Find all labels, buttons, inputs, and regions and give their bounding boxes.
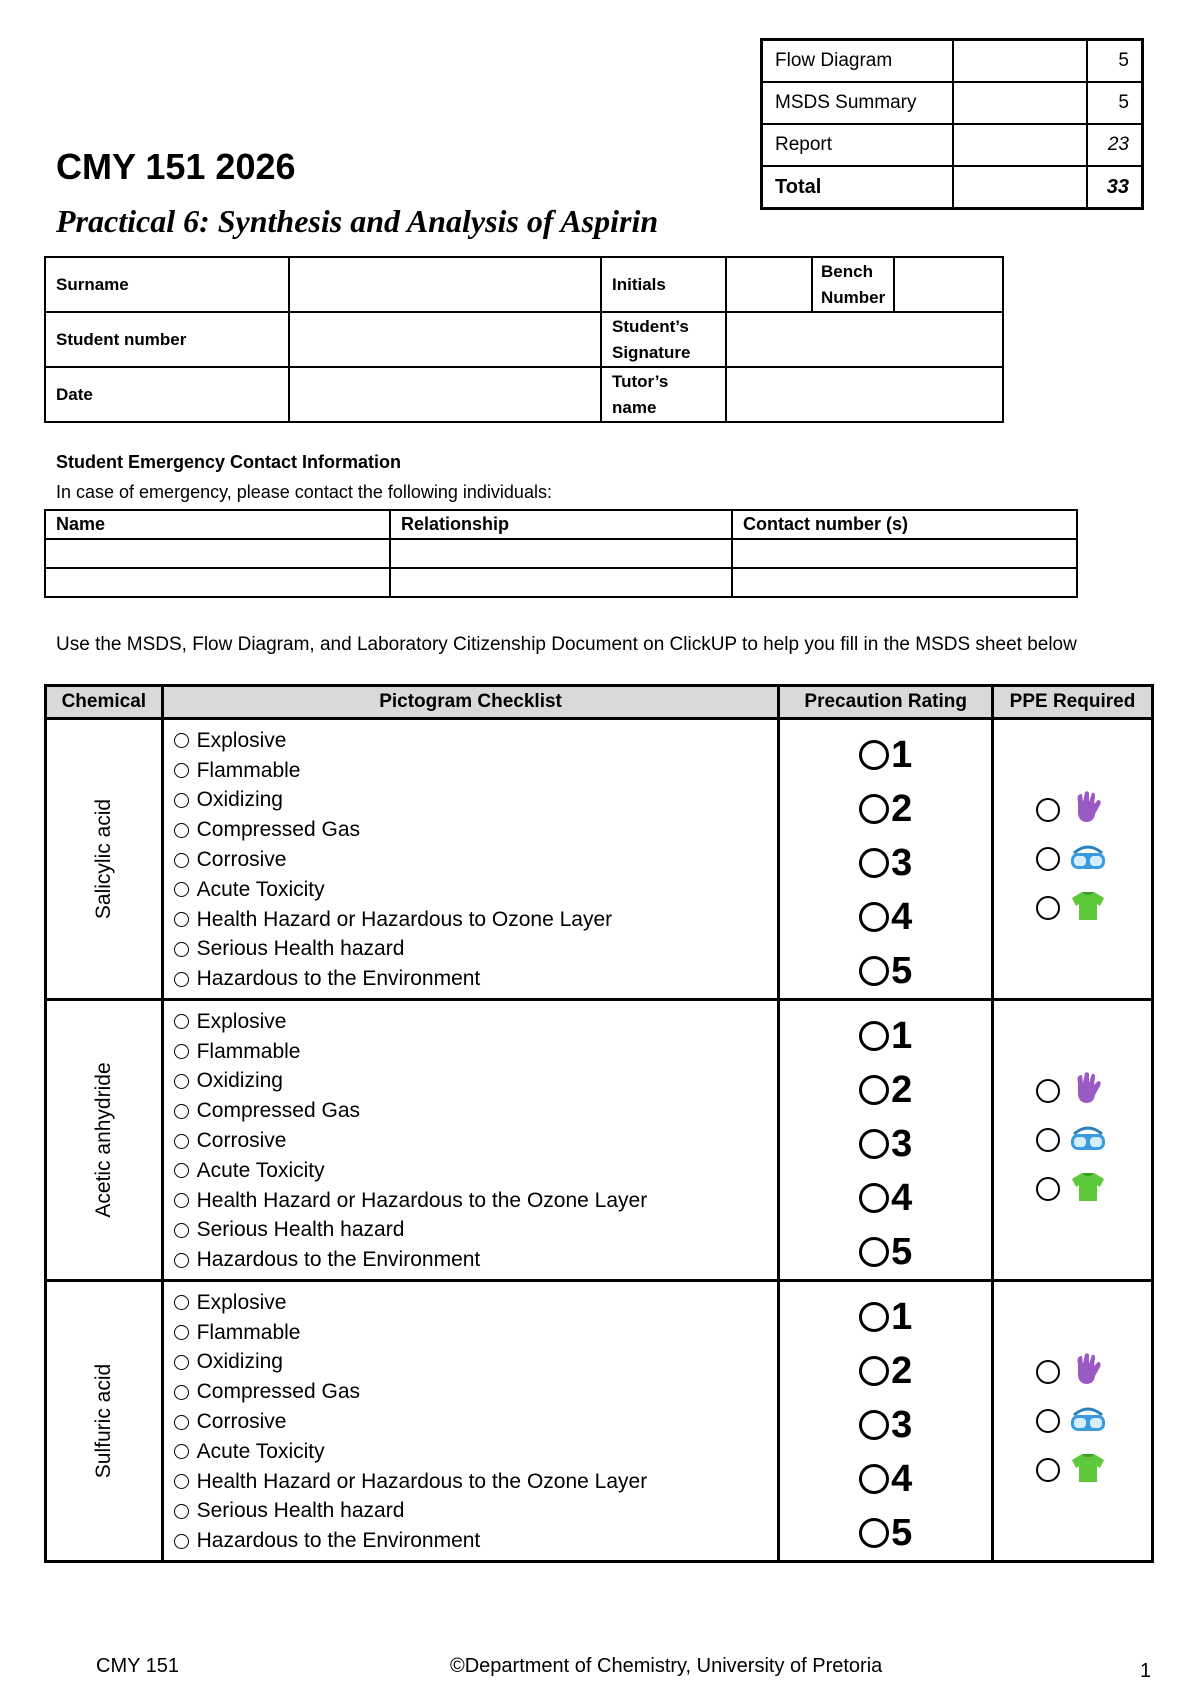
- rating-option[interactable]: [780, 728, 991, 782]
- glove-icon: [1068, 1350, 1108, 1395]
- glove-icon: [1068, 1069, 1108, 1114]
- ppe-option[interactable]: [994, 1116, 1151, 1165]
- pictogram-label: Compressed Gas: [196, 818, 361, 842]
- radio-icon[interactable]: [174, 1504, 189, 1519]
- pictogram-checklist: [162, 719, 779, 1000]
- pictogram-label: Acute Toxicity: [196, 877, 325, 901]
- pictogram-label: Health Hazard or Hazardous to Ozone Layer: [196, 907, 613, 931]
- radio-icon[interactable]: [174, 1253, 189, 1268]
- ppe-option[interactable]: [994, 1165, 1151, 1214]
- radio-icon[interactable]: [174, 1134, 189, 1149]
- score-points: 5: [1087, 82, 1143, 124]
- pictogram-label: Corrosive: [196, 1410, 287, 1434]
- radio-icon[interactable]: [1036, 847, 1060, 871]
- header-pictogram: Pictogram Checklist: [162, 686, 779, 719]
- pictogram-label: Flammable: [196, 758, 301, 782]
- pictogram-label: Explosive: [196, 728, 287, 752]
- pictogram-label: Oxidizing: [196, 788, 283, 812]
- score-row: [762, 82, 1143, 124]
- pictogram-option[interactable]: [174, 1007, 778, 1037]
- score-label: Report: [762, 124, 954, 166]
- score-row: [762, 40, 1143, 83]
- pictogram-option[interactable]: [174, 1096, 778, 1126]
- score-input-cell[interactable]: [953, 166, 1087, 209]
- rating-option[interactable]: [780, 1452, 991, 1506]
- pictogram-label: Compressed Gas: [196, 1099, 361, 1123]
- pictogram-label: Hazardous to the Environment: [196, 1248, 481, 1272]
- radio-icon[interactable]: [174, 1474, 189, 1489]
- radio-icon[interactable]: [859, 956, 889, 986]
- surname-label: Surname: [45, 257, 289, 312]
- radio-icon[interactable]: [174, 1534, 189, 1549]
- score-points: 33: [1087, 166, 1143, 209]
- tutor-name-label: Tutor’s name: [601, 367, 726, 422]
- pictogram-label: Oxidizing: [196, 1350, 283, 1374]
- rating-value: 4: [891, 1457, 913, 1500]
- radio-icon[interactable]: [174, 1074, 189, 1089]
- ppe-option[interactable]: [994, 1348, 1151, 1397]
- rating-value: 1: [891, 1295, 913, 1338]
- radio-icon[interactable]: [174, 1415, 189, 1430]
- rating-value: 3: [891, 841, 913, 884]
- pictogram-label: Hazardous to the Environment: [196, 1529, 481, 1553]
- pictogram-checklist: [162, 1000, 779, 1281]
- radio-icon[interactable]: [859, 740, 889, 770]
- pictogram-option[interactable]: [174, 845, 778, 875]
- pictogram-option[interactable]: [174, 1437, 778, 1467]
- radio-icon[interactable]: [859, 1021, 889, 1051]
- radio-icon[interactable]: [1036, 896, 1060, 920]
- pictogram-label: Explosive: [196, 1290, 287, 1314]
- pictogram-label: Serious Health hazard: [196, 937, 405, 961]
- precaution-rating: [779, 1000, 993, 1281]
- pictogram-label: Serious Health hazard: [196, 1218, 405, 1242]
- rating-option[interactable]: [780, 890, 991, 944]
- chemical-name: Salicylic acid: [91, 798, 115, 920]
- pictogram-label: Corrosive: [196, 1129, 287, 1153]
- tutor-name-field[interactable]: [726, 367, 1003, 422]
- pictogram-checklist: [162, 1281, 779, 1562]
- rating-value: 5: [891, 1511, 913, 1554]
- radio-icon[interactable]: [1036, 1458, 1060, 1482]
- radio-icon[interactable]: [859, 1075, 889, 1105]
- rating-option[interactable]: [780, 1171, 991, 1225]
- chemical-cell: [46, 1281, 163, 1562]
- pictogram-label: Explosive: [196, 1009, 287, 1033]
- signature-field[interactable]: [726, 312, 1003, 367]
- radio-icon[interactable]: [1036, 1128, 1060, 1152]
- precaution-rating: [779, 1281, 993, 1562]
- pictogram-label: Hazardous to the Environment: [196, 967, 481, 991]
- msds-row: [46, 1281, 1153, 1562]
- msds-row: [46, 719, 1153, 1000]
- rating-option[interactable]: [780, 1117, 991, 1171]
- radio-icon[interactable]: [174, 1044, 189, 1059]
- radio-icon[interactable]: [174, 1325, 189, 1340]
- score-label: MSDS Summary: [762, 82, 954, 124]
- contact-number-field[interactable]: [732, 568, 1077, 597]
- pictogram-option[interactable]: [174, 1037, 778, 1067]
- initials-label: Initials: [601, 257, 726, 312]
- radio-icon[interactable]: [1036, 1079, 1060, 1103]
- ppe-option[interactable]: [994, 884, 1151, 933]
- surname-field[interactable]: [289, 257, 601, 312]
- radio-icon[interactable]: [174, 882, 189, 897]
- student-info-table: [44, 256, 1004, 423]
- pictogram-label: Acute Toxicity: [196, 1439, 325, 1463]
- score-table: [760, 38, 1144, 210]
- instruction-text: Use the MSDS, Flow Diagram, and Laboratory Citizenship Document on ClickUP to help you fill in the MSDS sheet below: [56, 634, 1077, 655]
- lab-coat-icon: [1068, 886, 1108, 931]
- contact-relationship-field[interactable]: [390, 539, 732, 568]
- radio-icon[interactable]: [859, 1302, 889, 1332]
- student-number-label: Student number: [45, 312, 289, 367]
- pictogram-label: Serious Health hazard: [196, 1499, 405, 1523]
- glove-icon: [1068, 788, 1108, 833]
- chemical-cell: [46, 1000, 163, 1281]
- rating-value: 4: [891, 895, 913, 938]
- rating-value: 2: [891, 787, 913, 830]
- goggles-icon: [1068, 837, 1108, 882]
- bench-number-field[interactable]: [894, 257, 1003, 312]
- radio-icon[interactable]: [1036, 1177, 1060, 1201]
- rating-value: 5: [891, 1230, 913, 1273]
- rating-option[interactable]: [780, 782, 991, 836]
- score-points: 23: [1087, 124, 1143, 166]
- radio-icon[interactable]: [174, 1163, 189, 1178]
- pictogram-option[interactable]: [174, 905, 778, 935]
- pictogram-option[interactable]: [174, 1407, 778, 1437]
- practical-title: Practical 6: Synthesis and Analysis of Aspirin: [56, 203, 659, 239]
- rating-value: 1: [891, 1014, 913, 1057]
- rating-option[interactable]: [780, 1290, 991, 1344]
- radio-icon[interactable]: [1036, 798, 1060, 822]
- footer-copyright: ©Department of Chemistry, University of Pretoria: [450, 1655, 883, 1677]
- lab-coat-icon: [1068, 1448, 1108, 1493]
- score-points: 5: [1087, 40, 1143, 83]
- pictogram-option[interactable]: [174, 1186, 778, 1216]
- score-label: Total: [762, 166, 954, 209]
- rating-option[interactable]: [780, 1225, 991, 1279]
- emergency-contacts-table: [44, 509, 1078, 598]
- msds-table: [44, 684, 1154, 1563]
- contact-name-field[interactable]: [45, 539, 390, 568]
- chemical-cell: [46, 719, 163, 1000]
- course-title: CMY 151 2026: [56, 146, 296, 187]
- header-precaution: Precaution Rating: [779, 686, 993, 719]
- radio-icon[interactable]: [859, 1356, 889, 1386]
- emergency-heading: Student Emergency Contact Information: [56, 452, 402, 472]
- score-row: [762, 124, 1143, 166]
- msds-row: [46, 1000, 1153, 1281]
- radio-icon[interactable]: [174, 1014, 189, 1029]
- ppe-required: [992, 719, 1152, 1000]
- pictogram-option[interactable]: [174, 875, 778, 905]
- pictogram-option[interactable]: [174, 935, 778, 965]
- pictogram-option[interactable]: [174, 1318, 778, 1348]
- initials-field[interactable]: [726, 257, 812, 312]
- radio-icon[interactable]: [859, 1237, 889, 1267]
- rating-option[interactable]: [780, 1506, 991, 1560]
- ppe-option[interactable]: [994, 1397, 1151, 1446]
- pictogram-option[interactable]: [174, 1497, 778, 1527]
- emergency-intro: In case of emergency, please contact the following individuals:: [56, 482, 552, 502]
- rating-value: 1: [891, 733, 913, 776]
- score-input-cell[interactable]: [953, 124, 1087, 166]
- pictogram-option[interactable]: [174, 1377, 778, 1407]
- pictogram-option[interactable]: [174, 1067, 778, 1097]
- radio-icon[interactable]: [859, 848, 889, 878]
- lab-coat-icon: [1068, 1167, 1108, 1212]
- score-row-total: [762, 166, 1143, 209]
- contact-number-field[interactable]: [732, 539, 1077, 568]
- pictogram-option[interactable]: [174, 1216, 778, 1246]
- header-chemical: Chemical: [46, 686, 163, 719]
- radio-icon[interactable]: [174, 972, 189, 987]
- pictogram-option[interactable]: [174, 1156, 778, 1186]
- ppe-required: [992, 1281, 1152, 1562]
- ppe-required: [992, 1000, 1152, 1281]
- pictogram-option[interactable]: [174, 964, 778, 994]
- pictogram-option[interactable]: [174, 786, 778, 816]
- ppe-option[interactable]: [994, 786, 1151, 835]
- rating-value: 5: [891, 949, 913, 992]
- rating-value: 3: [891, 1122, 913, 1165]
- contact-row: [45, 539, 1077, 568]
- radio-icon[interactable]: [174, 763, 189, 778]
- page-number: 1: [1140, 1660, 1152, 1682]
- radio-icon[interactable]: [174, 1385, 189, 1400]
- header-ppe: PPE Required: [992, 686, 1152, 719]
- rating-option[interactable]: [780, 836, 991, 890]
- ppe-option[interactable]: [994, 1446, 1151, 1495]
- pictogram-option[interactable]: [174, 1526, 778, 1556]
- pictogram-option[interactable]: [174, 726, 778, 756]
- pictogram-label: Acute Toxicity: [196, 1158, 325, 1182]
- radio-icon[interactable]: [174, 1355, 189, 1370]
- pictogram-label: Compressed Gas: [196, 1380, 361, 1404]
- pictogram-label: Flammable: [196, 1039, 301, 1063]
- pictogram-label: Corrosive: [196, 848, 287, 872]
- signature-label: Student’s Signature: [601, 312, 726, 367]
- rating-option[interactable]: [780, 1344, 991, 1398]
- student-number-field[interactable]: [289, 312, 601, 367]
- contact-header-name: Name: [45, 510, 390, 539]
- pictogram-option[interactable]: [174, 1467, 778, 1497]
- radio-icon[interactable]: [1036, 1360, 1060, 1384]
- score-input-cell[interactable]: [953, 40, 1087, 83]
- rating-value: 2: [891, 1068, 913, 1111]
- score-input-cell[interactable]: [953, 82, 1087, 124]
- rating-value: 2: [891, 1349, 913, 1392]
- rating-option[interactable]: [780, 944, 991, 998]
- bench-number-label: Bench Number: [812, 257, 894, 312]
- radio-icon[interactable]: [174, 733, 189, 748]
- pictogram-option[interactable]: [174, 1245, 778, 1275]
- rating-option[interactable]: [780, 1009, 991, 1063]
- rating-value: 4: [891, 1176, 913, 1219]
- precaution-rating: [779, 719, 993, 1000]
- contact-row: [45, 568, 1077, 597]
- score-label: Flow Diagram: [762, 40, 954, 83]
- radio-icon[interactable]: [174, 1223, 189, 1238]
- contact-header-number: Contact number (s): [732, 510, 1077, 539]
- radio-icon[interactable]: [174, 1295, 189, 1310]
- rating-option[interactable]: [780, 1398, 991, 1452]
- chemical-name: Sulfuric acid: [91, 1363, 115, 1479]
- radio-icon[interactable]: [174, 853, 189, 868]
- radio-icon[interactable]: [1036, 1409, 1060, 1433]
- pictogram-label: Oxidizing: [196, 1069, 283, 1093]
- radio-icon[interactable]: [859, 1410, 889, 1440]
- radio-icon[interactable]: [859, 794, 889, 824]
- radio-icon[interactable]: [174, 823, 189, 838]
- radio-icon[interactable]: [859, 1183, 889, 1213]
- ppe-option[interactable]: [994, 835, 1151, 884]
- pictogram-label: Health Hazard or Hazardous to the Ozone Layer: [196, 1469, 648, 1493]
- radio-icon[interactable]: [174, 1444, 189, 1459]
- rating-value: 3: [891, 1403, 913, 1446]
- radio-icon[interactable]: [174, 1104, 189, 1119]
- radio-icon[interactable]: [174, 1193, 189, 1208]
- date-label: Date: [45, 367, 289, 422]
- pictogram-option[interactable]: [174, 1348, 778, 1378]
- pictogram-option[interactable]: [174, 1126, 778, 1156]
- radio-icon[interactable]: [859, 1464, 889, 1494]
- pictogram-option[interactable]: [174, 1288, 778, 1318]
- rating-option[interactable]: [780, 1063, 991, 1117]
- goggles-icon: [1068, 1399, 1108, 1444]
- date-field[interactable]: [289, 367, 601, 422]
- radio-icon[interactable]: [174, 912, 189, 927]
- goggles-icon: [1068, 1118, 1108, 1163]
- pictogram-label: Flammable: [196, 1320, 301, 1344]
- footer-course: CMY 151: [96, 1655, 180, 1677]
- ppe-option[interactable]: [994, 1067, 1151, 1116]
- radio-icon[interactable]: [174, 793, 189, 808]
- radio-icon[interactable]: [859, 1129, 889, 1159]
- contact-name-field[interactable]: [45, 568, 390, 597]
- chemical-name: Acetic anhydride: [91, 1062, 115, 1218]
- radio-icon[interactable]: [174, 942, 189, 957]
- pictogram-option[interactable]: [174, 756, 778, 786]
- pictogram-option[interactable]: [174, 815, 778, 845]
- radio-icon[interactable]: [859, 902, 889, 932]
- contact-header-relationship: Relationship: [390, 510, 732, 539]
- pictogram-label: Health Hazard or Hazardous to the Ozone Layer: [196, 1188, 648, 1212]
- contact-relationship-field[interactable]: [390, 568, 732, 597]
- radio-icon[interactable]: [859, 1518, 889, 1548]
